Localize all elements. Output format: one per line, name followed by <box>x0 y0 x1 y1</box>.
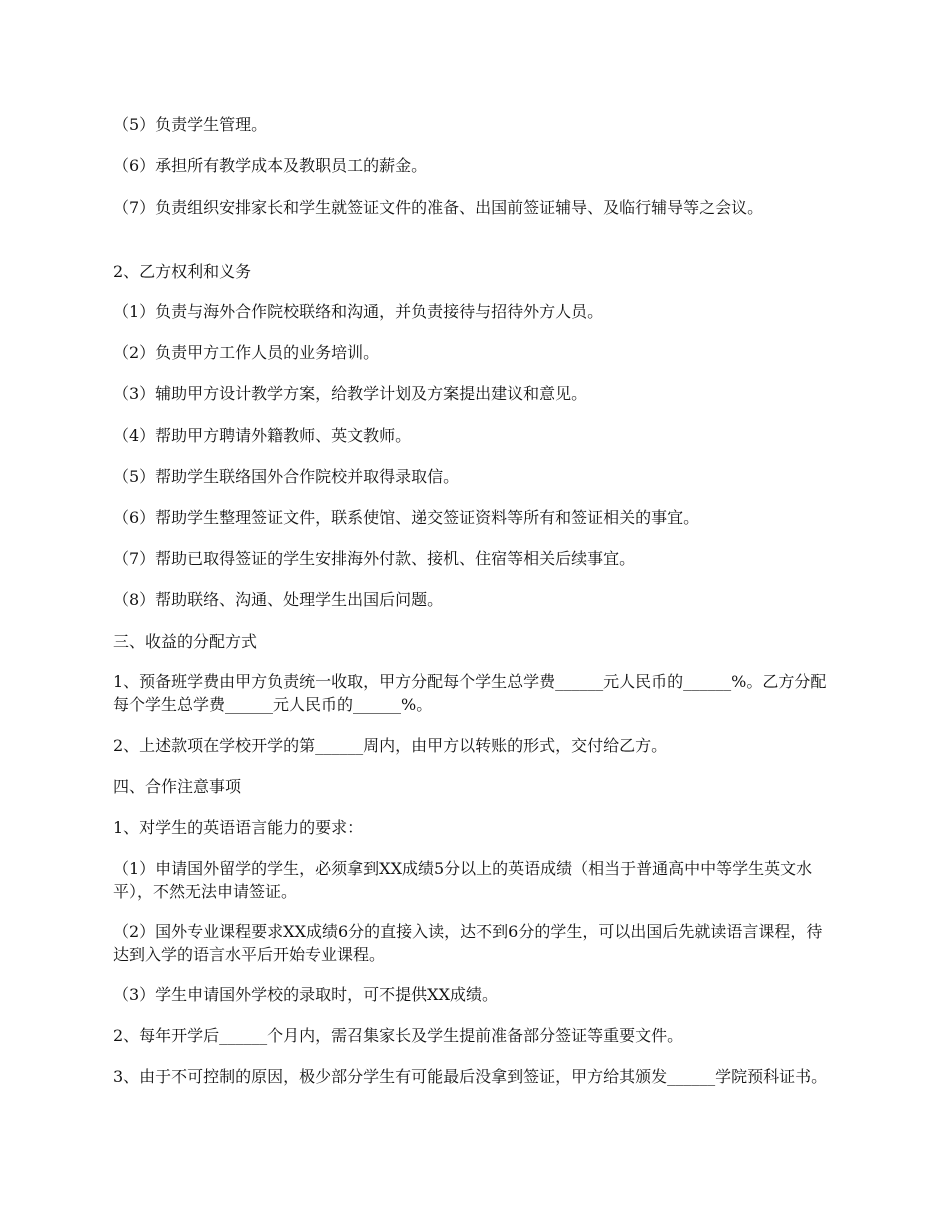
section-heading: 2、乙方权利和义务 <box>113 262 252 281</box>
paragraph: （3）学生申请国外学校的录取时，可不提供XX成绩。 <box>113 985 498 1004</box>
paragraph: （2）国外专业课程要求XX成绩6分的直接入读，达不到6分的学生，可以出国后先就读语言课程，待达到入学的语言水平后开始专业课程。 <box>113 922 823 964</box>
paragraph: （6）帮助学生整理签证文件，联系使馆、递交签证资料等所有和签证相关的事宜。 <box>113 508 700 527</box>
paragraph: 2、上述款项在学校开学的第______周内，由甲方以转账的形式，交付给乙方。 <box>113 736 668 755</box>
paragraph: （5）帮助学生联络国外合作院校并取得录取信。 <box>113 467 460 486</box>
paragraph: 1、预备班学费由甲方负责统一收取，甲方分配每个学生总学费______元人民币的______%。乙方分配每个学生总学费______元人民币的______%。 <box>113 672 827 714</box>
paragraph: （4）帮助甲方聘请外籍教师、英文教师。 <box>113 426 412 445</box>
paragraph: 2、每年开学后______个月内，需召集家长及学生提前准备部分签证等重要文件。 <box>113 1026 684 1045</box>
paragraph: （1）申请国外留学的学生，必须拿到XX成绩5分以上的英语成绩（相当于普通高中中等学生英文水平），不然无法申请签证。 <box>113 859 813 901</box>
paragraph: 1、对学生的英语语言能力的要求： <box>113 818 364 837</box>
paragraph: （3）辅助甲方设计教学方案，给教学计划及方案提出建议和意见。 <box>113 384 588 403</box>
section-heading: 四、合作注意事项 <box>113 777 242 796</box>
paragraph: （8）帮助联络、沟通、处理学生出国后问题。 <box>113 590 444 609</box>
paragraph: （5）负责学生管理。 <box>113 115 268 134</box>
paragraph: （2）负责甲方工作人员的业务培训。 <box>113 343 380 362</box>
paragraph: （1）负责与海外合作院校联络和沟通，并负责接待与招待外方人员。 <box>113 302 604 321</box>
paragraph: （7）帮助已取得签证的学生安排海外付款、接机、住宿等相关后续事宜。 <box>113 549 636 568</box>
section-heading: 三、收益的分配方式 <box>113 632 258 651</box>
paragraph: （7）负责组织安排家长和学生就签证文件的准备、出国前签证辅导、及临行辅导等之会议。 <box>113 198 764 217</box>
paragraph: （6）承担所有教学成本及教职员工的薪金。 <box>113 156 428 175</box>
paragraph: 3、由于不可控制的原因，极少部分学生有可能最后没拿到签证，甲方给其颁发______学院预科证书。 <box>113 1067 828 1086</box>
